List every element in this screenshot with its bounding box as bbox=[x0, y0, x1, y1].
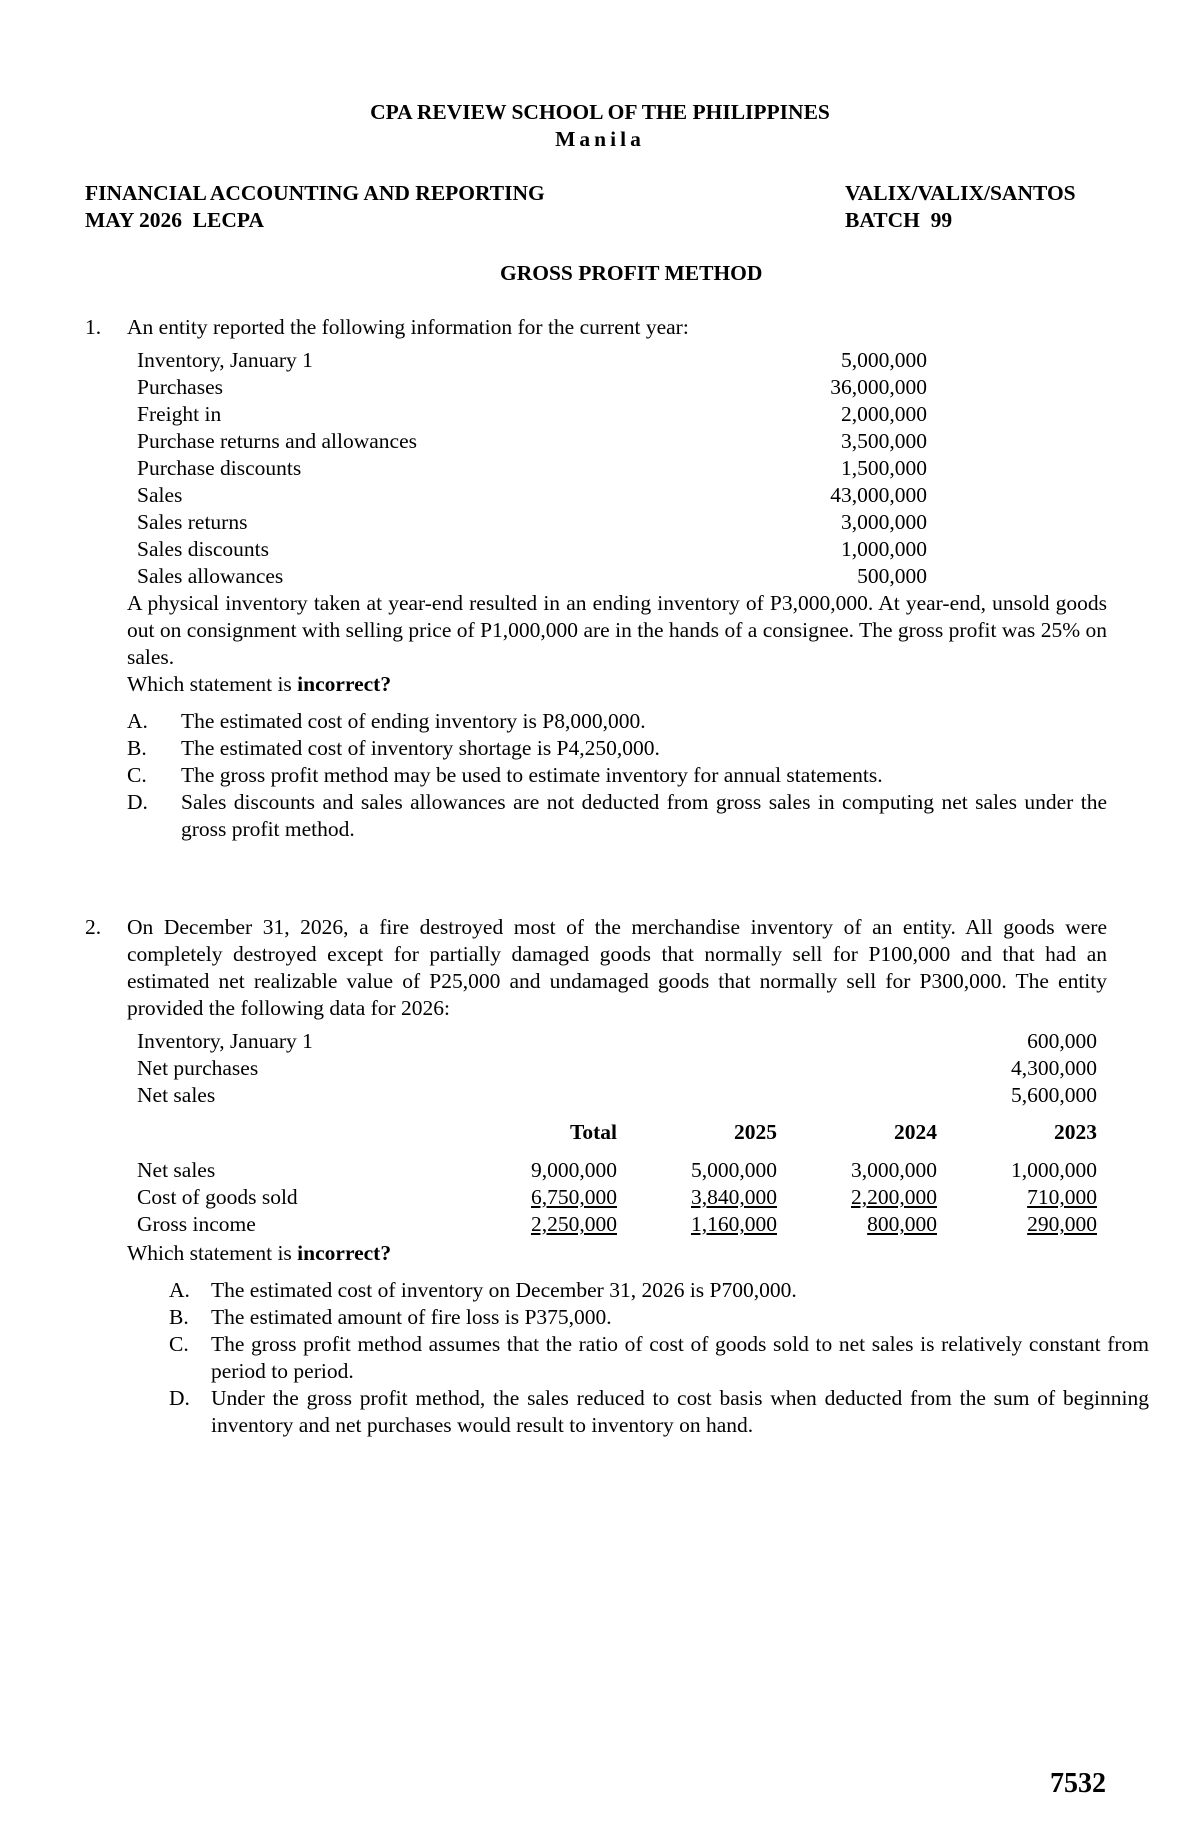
row-label: Purchases bbox=[137, 375, 223, 399]
table-row bbox=[137, 428, 927, 455]
prompt-text: Which statement is bbox=[127, 672, 298, 696]
table-row bbox=[137, 1055, 1097, 1082]
choice-text: The estimated amount of fire loss is P375,000. bbox=[211, 1305, 612, 1329]
cell-value: 2,250,000 bbox=[531, 1212, 617, 1236]
cell-value: 1,160,000 bbox=[691, 1212, 777, 1236]
question-1 bbox=[85, 314, 1107, 843]
cell-value: 5,000,000 bbox=[691, 1158, 777, 1182]
row-label: Cost of goods sold bbox=[137, 1185, 298, 1209]
table-row bbox=[137, 536, 927, 563]
choice-text: Sales discounts and sales allowances are not deducted from gross sales in computing net sales under the gross profit method. bbox=[181, 790, 1107, 841]
row-amount: 36,000,000 bbox=[830, 375, 927, 399]
choice-a[interactable] bbox=[169, 1277, 1149, 1304]
table-row bbox=[137, 455, 927, 482]
choice-d[interactable] bbox=[127, 789, 1107, 843]
choice-text: The estimated cost of inventory on December 31, 2026 is P700,000. bbox=[211, 1278, 797, 1302]
row-amount: 600,000 bbox=[1027, 1029, 1097, 1053]
choice-letter: B. bbox=[169, 1305, 189, 1329]
row-label: Gross income bbox=[137, 1212, 256, 1236]
row-label: Sales bbox=[137, 483, 183, 507]
column-header: Total bbox=[570, 1120, 617, 1144]
choice-text: The gross profit method assumes that the ratio of cost of goods sold to net sales is relatively constant from period to period. bbox=[211, 1332, 1149, 1383]
column-header: 2023 bbox=[1054, 1120, 1097, 1144]
row-label: Purchase returns and allowances bbox=[137, 429, 417, 453]
answer-choices bbox=[127, 708, 1107, 843]
cell-value: 3,840,000 bbox=[691, 1185, 777, 1209]
cell-value: 6,750,000 bbox=[531, 1185, 617, 1209]
row-label: Sales discounts bbox=[137, 537, 269, 561]
choice-letter: B. bbox=[127, 736, 147, 760]
table-row bbox=[137, 1082, 1097, 1109]
row-amount: 3,000,000 bbox=[841, 510, 927, 534]
choice-b[interactable] bbox=[169, 1304, 1149, 1331]
column-header: 2025 bbox=[734, 1120, 777, 1144]
choice-c[interactable] bbox=[127, 762, 1107, 789]
cell-value: 3,000,000 bbox=[851, 1158, 937, 1182]
cell-value: 9,000,000 bbox=[531, 1158, 617, 1182]
row-amount: 4,300,000 bbox=[1011, 1056, 1097, 1080]
topic-title: GROSS PROFIT METHOD bbox=[500, 261, 763, 285]
choice-text: The gross profit method may be used to estimate inventory for annual statements. bbox=[181, 763, 883, 787]
table-row bbox=[137, 509, 927, 536]
choice-letter: D. bbox=[127, 790, 148, 814]
choice-d[interactable] bbox=[169, 1385, 1149, 1439]
exam-label: MAY 2026 LECPA bbox=[85, 208, 264, 232]
author-header bbox=[845, 180, 1076, 234]
table-row bbox=[137, 401, 927, 428]
choice-b[interactable] bbox=[127, 735, 1107, 762]
question-prompt bbox=[127, 1240, 1107, 1267]
row-label: Inventory, January 1 bbox=[137, 348, 313, 372]
row-label: Sales returns bbox=[137, 510, 248, 534]
row-amount: 1,000,000 bbox=[841, 537, 927, 561]
column-header: 2024 bbox=[894, 1120, 937, 1144]
question-prompt bbox=[127, 671, 1107, 698]
q2-yearly-table bbox=[137, 1119, 1097, 1238]
table-row bbox=[137, 1211, 1097, 1238]
choice-letter: D. bbox=[169, 1386, 190, 1410]
row-amount: 43,000,000 bbox=[830, 483, 927, 507]
q1-data-table bbox=[137, 347, 927, 590]
question-number: 1. bbox=[85, 315, 102, 339]
cell-value: 2,200,000 bbox=[851, 1185, 937, 1209]
row-amount: 2,000,000 bbox=[841, 402, 927, 426]
course-header bbox=[85, 180, 545, 234]
row-label: Purchase discounts bbox=[137, 456, 302, 480]
row-amount: 5,000,000 bbox=[841, 348, 927, 372]
choice-letter: A. bbox=[127, 709, 148, 733]
q2-data-table bbox=[137, 1028, 1097, 1109]
row-amount: 500,000 bbox=[857, 564, 927, 588]
table-row bbox=[137, 563, 927, 590]
choice-letter: C. bbox=[127, 763, 147, 787]
choice-c[interactable] bbox=[169, 1331, 1149, 1385]
cell-value: 800,000 bbox=[867, 1212, 937, 1236]
school-name: CPA REVIEW SCHOOL OF THE PHILIPPINES bbox=[370, 100, 830, 124]
cell-value: 1,000,000 bbox=[1011, 1158, 1097, 1182]
row-amount: 5,600,000 bbox=[1011, 1083, 1097, 1107]
subject-title: FINANCIAL ACCOUNTING AND REPORTING bbox=[85, 181, 545, 205]
prompt-emphasis: incorrect? bbox=[297, 1241, 392, 1265]
answer-choices bbox=[169, 1277, 1149, 1439]
row-amount: 3,500,000 bbox=[841, 429, 927, 453]
choice-letter: A. bbox=[169, 1278, 190, 1302]
school-city: Manila bbox=[555, 127, 645, 151]
choice-text: Under the gross profit method, the sales reduced to cost basis when deducted from the sum of beginning inventory and net purchases would result to inventory on hand. bbox=[211, 1386, 1149, 1437]
question-intro: An entity reported the following information for the current year: bbox=[127, 315, 689, 339]
table-row bbox=[137, 374, 927, 401]
choice-text: The estimated cost of inventory shortage is P4,250,000. bbox=[181, 736, 660, 760]
table-row bbox=[137, 1028, 1097, 1055]
choice-letter: C. bbox=[169, 1332, 189, 1356]
choice-text: The estimated cost of ending inventory is P8,000,000. bbox=[181, 709, 646, 733]
table-header-row bbox=[137, 1119, 1097, 1157]
row-amount: 1,500,000 bbox=[841, 456, 927, 480]
table-row bbox=[137, 1157, 1097, 1184]
row-label: Freight in bbox=[137, 402, 222, 426]
batch-label: BATCH 99 bbox=[845, 208, 953, 232]
cell-value: 710,000 bbox=[1027, 1185, 1097, 1209]
page-number: 7532 bbox=[1050, 1768, 1106, 1799]
choice-a[interactable] bbox=[127, 708, 1107, 735]
table-row bbox=[137, 1184, 1097, 1211]
row-label: Inventory, January 1 bbox=[137, 1029, 313, 1053]
question-2 bbox=[85, 914, 1149, 1439]
table-row bbox=[137, 347, 927, 374]
prompt-text: Which statement is bbox=[127, 1241, 298, 1265]
prompt-emphasis: incorrect? bbox=[297, 672, 392, 696]
header-blank bbox=[137, 1119, 457, 1157]
row-label: Net sales bbox=[137, 1083, 216, 1107]
question-intro: On December 31, 2026, a fire destroyed most of the merchandise inventory of an entity. All goods were completely destroyed except for partially damaged goods that normally sell for P100,000 and that had an estimated net realizable value of P25,000 and undamaged goods that normally sell for P300,000. The entity provided the following data for 2026: bbox=[127, 915, 1107, 1020]
row-label: Net sales bbox=[137, 1158, 216, 1182]
question-number: 2. bbox=[85, 915, 102, 939]
question-paragraph: A physical inventory taken at year-end resulted in an ending inventory of P3,000,000. At year-end, unsold goods out on consignment with selling price of P1,000,000 are in the hands of a consignee. The gross profit was 25% on sales. bbox=[127, 591, 1107, 669]
cell-value: 290,000 bbox=[1027, 1212, 1097, 1236]
row-label: Net purchases bbox=[137, 1056, 259, 1080]
table-row bbox=[137, 482, 927, 509]
row-label: Sales allowances bbox=[137, 564, 284, 588]
authors: VALIX/VALIX/SANTOS bbox=[845, 181, 1076, 205]
